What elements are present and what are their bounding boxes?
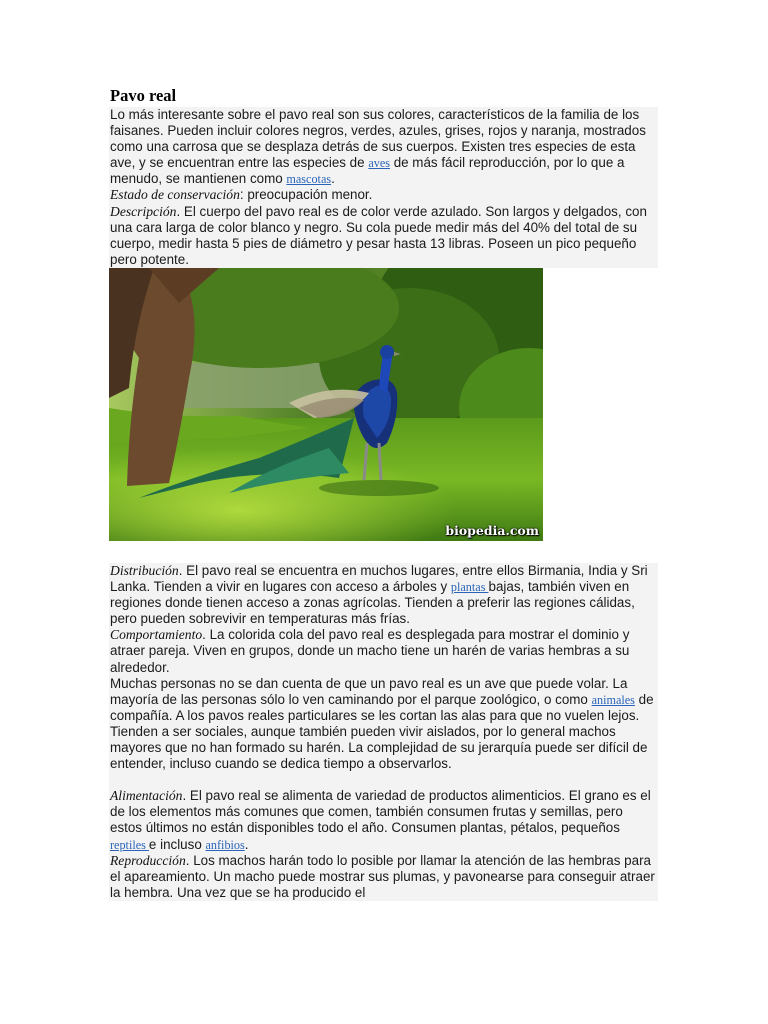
intro-text-2: de más fácil reproducción, por lo que a menudo, se mantienen como <box>110 155 625 187</box>
conservation-paragraph <box>109 187 658 203</box>
distribution-text-1: . El pavo real se encuentra en muchos lugares, entre ellos Birmania, India y Sri Lanka. Tienden a vivir en lugares con acceso a árboles y <box>110 563 648 595</box>
feeding-text-1: . El pavo real se alimenta de variedad de productos alimenticios. El grano es el de los elementos más comunes que comen, también consumen frutas y semillas, pero estos últimos no están disponibles todo el año. Consumen plantas, pétalos, pequeños <box>110 788 651 836</box>
image-watermark: biopedia.com <box>445 523 539 538</box>
behavior-label: Comportamiento <box>110 627 203 643</box>
intro-paragraph <box>109 107 658 187</box>
behavior-text: . La colorida cola del pavo real es desplegada para mostrar el dominio y atraer pareja. Viven en grupos, donde un macho tiene un harén de varias hembras a su alrededor. <box>110 627 630 675</box>
link-anfibios[interactable]: anfibios <box>205 837 245 852</box>
conservation-text: : preocupación menor. <box>239 187 373 203</box>
reproduction-label: Reproducción <box>110 852 186 868</box>
description-label: Descripción <box>110 203 177 219</box>
social-paragraph: Tienden a ser sociales, aunque también pueden vivir aislados, por lo general machos mayores que no han formado su harén. La complejidad de su jerarquía puede ser difícil de entender, incluso cuando se dedica tiempo a observarlos. <box>110 723 648 772</box>
flight-text-2: de compañía. A los pavos reales particulares se les cortan las alas para que no vuelen lejos. <box>110 691 654 723</box>
peacock-photo <box>109 268 543 541</box>
feeding-label: Alimentación <box>110 788 183 804</box>
distribution-text-2: bajas, también viven en regiones donde tienen acceso a zonas agrícolas. Tienden a preferir las regiones cálidas, pero pueden sobrevivir en temperaturas más frías. <box>110 579 635 627</box>
link-mascotas[interactable]: mascotas <box>286 172 332 187</box>
flight-text-1: Muchas personas no se dan cuenta de que un pavo real es un ave que puede volar. La mayoría de las personas sólo lo ven caminando por el parque zoológico, o como <box>110 675 628 707</box>
link-animales[interactable]: animales <box>591 692 635 707</box>
distribution-label: Distribución <box>110 563 179 578</box>
feeding-text-2: e incluso <box>148 836 206 852</box>
feeding-text-3: . <box>244 836 249 852</box>
reproduction-paragraph <box>109 853 658 901</box>
distribution-paragraph <box>109 563 658 627</box>
page-title: Pavo real <box>110 86 177 105</box>
description-paragraph <box>109 204 658 268</box>
reproduction-text: . Los machos harán todo lo posible por llamar la atención de las hembras para el apareamiento. Un macho puede mostrar sus plumas, y pavonearse para conseguir atraer la hembra. Una vez que se ha producido el <box>110 852 655 900</box>
conservation-label: Estado de conservación <box>110 187 240 203</box>
link-aves[interactable]: aves <box>368 156 390 171</box>
intro-text-3: . <box>331 171 335 187</box>
text-block-top <box>109 107 658 268</box>
description-text: . El cuerpo del pavo real es de color verde azulado. Son largos y delgados, con una cara larga de color blanco y negro. Su cola puede medir más del 40% del total de su cuerpo, medir hasta 5 pies de diámetro y pesar hasta 13 libras. Poseen un pico pequeño pero potente. <box>110 203 647 267</box>
link-reptiles[interactable]: reptiles <box>110 837 149 852</box>
flight-paragraph <box>109 676 658 724</box>
paragraph-gap <box>109 772 658 788</box>
peacock-image <box>109 268 543 541</box>
intro-text-1: Lo más interesante sobre el pavo real son sus colores, característicos de la familia de los faisanes. Pueden incluir colores negros, verdes, azules, grises, rojos y naranja, mostrados como una carrosa que se desplaza detrás de sus cuerpos. Existen tres especies de esta ave, y se encuentran entre las especies de <box>110 107 646 171</box>
link-plantas[interactable]: plantas <box>450 580 489 595</box>
behavior-paragraph <box>109 627 658 675</box>
feeding-paragraph <box>109 788 658 852</box>
text-block-bottom <box>109 563 658 901</box>
